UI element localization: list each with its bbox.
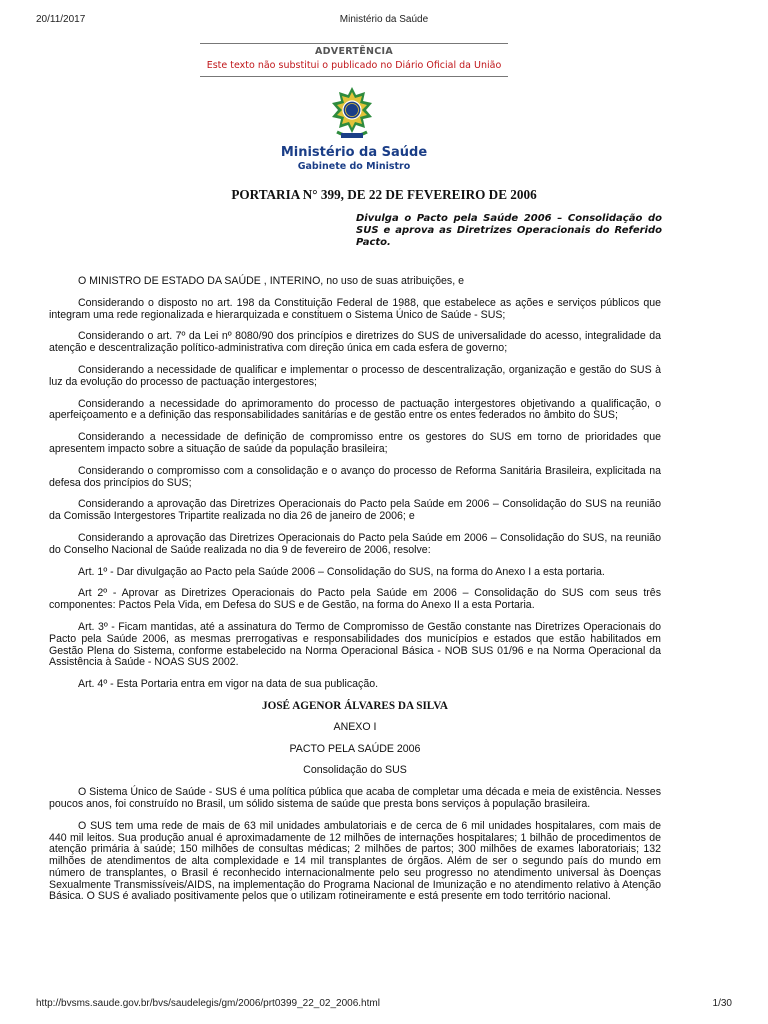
page-number: 1/30 <box>712 998 732 1009</box>
paragraph: O SUS tem uma rede de mais de 63 mil unidades ambulatoriais e de cerca de 6 mil unidades hospitalares, com mais de 440 mil leitos. Sua produção anual é aproximadamente de 12 milhões de internações hospitalares; 1 bilhão de procedimentos de atenção primária à saúde; 150 milhões de consultas médicas; 2 milhões de partos; 300 milhões de exames laboratoriais; 132 milhões de atendimentos de alta complexidade e 14 mil transplantes de órgãos. Além de ser o segundo país do mundo em número de transplantes, o Brasil é reconhecido internacionalmente pelo seu progresso no atendimento universal às Doenças Sexualmente Transmissíveis/AIDS, na implementação do Programa Nacional de Imunização e no atendimento relativo à Atenção Básica. O SUS é avaliado positivamente pelos que o utilizam rotineiramente e está presente em todo território nacional. <box>49 819 661 903</box>
ministry-name: Ministério da Saúde <box>280 145 428 160</box>
print-url: http://bvsms.saude.gov.br/bvs/saudelegis/gm/2006/prt0399_22_02_2006.html <box>36 998 380 1009</box>
advertencia-note: Este texto não substitui o publicado no Diário Oficial da União <box>206 60 502 71</box>
ministry-logo <box>254 145 454 172</box>
paragraph: O Sistema Único de Saúde - SUS é uma política pública que acaba de completar uma década e meia de existência. Nesses poucos anos, foi construído no Brasil, um sólido sistema de saúde que presta bons serviços à população brasileira. <box>49 786 661 810</box>
paragraph: Considerando a aprovação das Diretrizes Operacionais do Pacto pela Saúde em 2006 – Consolidação do SUS na reunião da Comissão Intergestores Tripartite realizada no dia 26 de janeiro de 2006; e <box>49 498 661 523</box>
brazil-coat-of-arms-icon <box>327 86 377 142</box>
signature: JOSÉ AGENOR ÁLVARES DA SILVA <box>262 699 448 712</box>
paragraph: Art. 3º - Ficam mantidas, até a assinatura do Termo de Compromisso de Gestão constante nas Diretrizes Operacionais do Pacto pela Saúde 2006, as mesmas prerrogativas e responsabilidades dos municípios e estados que estão habilitados em Gestão Plena do Sistema, conforme estabelecido na Norma Operacional Básica - NOB SUS 01/96 e na Norma Operacional da Assistência à Saúde - NOAS SUS 2002. <box>49 620 661 669</box>
annex-title: PACTO PELA SAÚDE 2006 <box>289 742 421 755</box>
portaria-title: PORTARIA N° 399, DE 22 DE FEVEREIRO DE 2006 <box>231 187 537 202</box>
top-divider <box>200 43 508 44</box>
paragraph: Considerando o compromisso com a consolidação e o avanço do processo de Reforma Sanitária Brasileira, explicitada na defesa dos princípios do SUS; <box>49 464 661 489</box>
paragraph: Art. 4º - Esta Portaria entra em vigor na data de sua publicação. <box>78 678 379 691</box>
paragraph: Considerando o disposto no art. 198 da Constituição Federal de 1988, que estabelece as ações e serviços públicos que integram uma rede regionalizada e hierarquizada e constituem o Sistema Único de Saúde - SUS; <box>49 296 661 321</box>
paragraph: Art 2º - Aprovar as Diretrizes Operacionais do Pacto pela Saúde em 2006 – Consolidação do SUS com seus três componentes: Pactos Pela Vida, em Defesa do SUS e de Gestão, na forma do Anexo II a esta Portaria. <box>49 587 661 612</box>
bottom-divider <box>200 76 508 77</box>
paragraph: Considerando a necessidade do aprimoramento do processo de pactuação intergestores objetivando a qualificação, o aperfeiçoamento e a definição das responsabilidades sanitárias e de gestão entre os entes federados no âmbito do SUS; <box>49 397 661 422</box>
paragraph: O MINISTRO DE ESTADO DA SAÚDE , INTERINO, no uso de suas atribuições, e <box>78 275 465 287</box>
advertencia-box <box>200 43 508 77</box>
document-body <box>49 276 661 913</box>
annex-label: ANEXO I <box>333 720 377 733</box>
print-date: 20/11/2017 <box>36 14 86 25</box>
paragraph: Considerando a necessidade de qualificar e implementar o processo de descentralização, organização e gestão do SUS à luz da evolução do processo de pactuação intergestores; <box>49 363 661 388</box>
advertencia-heading: ADVERTÊNCIA <box>314 46 394 57</box>
annex-subtitle: Consolidação do SUS <box>303 764 407 777</box>
print-title: Ministério da Saúde <box>339 14 429 25</box>
portaria-ementa: Divulga o Pacto pela Saúde 2006 – Consolidação do SUS e aprova as Diretrizes Operacionais do Referido Pacto. <box>356 213 662 248</box>
paragraph: Considerando o art. 7º da Lei nº 8080/90 dos princípios e diretrizes do SUS de universalidade do acesso, integralidade da atenção e descentralização político-administrativa com direção única em cada esfera de governo; <box>49 330 661 355</box>
paragraph: Considerando a aprovação das Diretrizes Operacionais do Pacto pela Saúde em 2006 – Consolidação do SUS, na reunião do Conselho Nacional de Saúde realizada no dia 9 de fevereiro de 2006, resolve: <box>49 531 661 556</box>
paragraph: Considerando a necessidade de definição de compromisso entre os gestores do SUS em torno de prioridades que apresentem impacto sobre a situação de saúde da população brasileira; <box>49 431 661 455</box>
ministry-subtitle: Gabinete do Ministro <box>297 161 411 172</box>
paragraph: Art. 1º - Dar divulgação ao Pacto pela Saúde 2006 – Consolidação do SUS, na forma do Anexo I a esta portaria. <box>78 565 605 578</box>
